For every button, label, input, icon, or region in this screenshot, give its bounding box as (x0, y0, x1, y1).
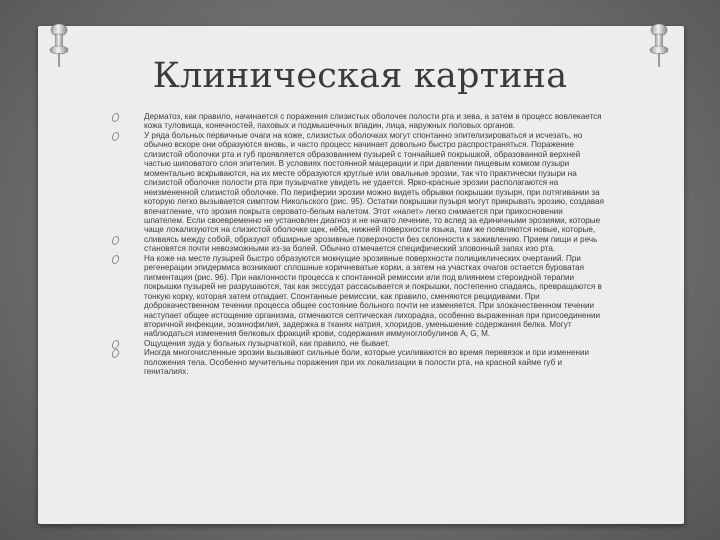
list-item (112, 131, 604, 235)
pushpin-left-icon (48, 22, 70, 72)
list-item (112, 235, 604, 254)
list-item-text: На коже на месте пузырей быстро образуются мокнущие эрозивные поверхности полициклических очертаний. При регенерации эпидермиса возникают сплошные коричневатые корки, а затем на участках очагов остается буроватая пигментация (рис. 96). При наклонности процесса к спонтанной ремиссии или под влиянием стероидной терапии покрышки пузырей не разрушаются, так как экссудат рассасывается и покрышки, постепенно спадаясь, превращаются в тонкую корку, которая затем отпадает. Спонтанные ремиссии, как правило, сменяются рецидивами. При доброкачественном течении процесса общее состояние больного почти не изменяется. При злокачественном течении наступает общее истощение организма, отмечаются септическая лихорадка, особенно выраженная при присоединении вторичной инфекции, эозинофилия, задержка в тканях натрия, хлоридов, уменьшение содержания белка. Могут наблюдаться изменения белковых фракций крови, содержания иммуноглобулинов A, G, M. (144, 253, 602, 339)
list-item (112, 339, 604, 348)
bullet-icon (111, 349, 120, 358)
bullet-icon (111, 132, 120, 141)
content-bullet-list (112, 112, 604, 377)
list-item-text: Ощущения зуда у больных пузырчаткой, как правило, не бывает. (144, 338, 390, 348)
list-item-text: Иногда многочисленные эрозии вызывают сильные боли, которые усиливаются во время перевязок и при изменении положения тела. Особенно мучительны поражения при их локализации в полости рта, на красной кайме губ и гениталиях. (144, 348, 590, 377)
bullet-icon (111, 236, 120, 245)
bullet-icon (111, 255, 120, 264)
slide-title: Клиническая картина (152, 56, 568, 96)
list-item (112, 112, 604, 131)
list-item-text: Дерматоз, как правило, начинается с поражения слизистых оболочек полости рта и зева, а затем в процесс вовлекается кожа туловища, конечностей, паховых и подмышечных впадин, лица, наружных половых органов. (144, 112, 602, 131)
list-item (112, 254, 604, 339)
list-item (112, 348, 604, 376)
list-item-text: сливаясь между собой, образуют обширные эрозивные поверхности без склонности к заживлению. Прием пищи и речь становятся почти невозможными из-за болей. Обычно отмечается специфический зловонный запах изо рта. (144, 234, 598, 254)
list-item-text: У ряда больных первичные очаги на коже, слизистых оболочках могут спонтанно эпителизироваться и исчезать, но обычно вскоре они образуются вновь, и часто процесс начинает довольно быстро распространяться. Поражение слизистой оболочки рта и губ проявляется образованием пузырей с тончайшей покрышкой, образованной верхней частью шиповатого слоя эпителия. В условиях постоянной мацерации и при давлении пищевым комком пузыри моментально вскрываются, на их месте образуются круглые или овальные эрозии, так что практически пузыри на слизистой оболочке полости рта при пузырчатке увидеть не удается. Ярко-красные эрозии располагаются на неизмененной слизистой оболочке. По периферии эрозии можно видеть обрывки покрышки пузыря, при потягивании за которую легко вызывается симптом Никольского (рис. 95). Остатки покрышки пузыря могут прикрывать эрозию, создавая впечатление, что эрозия покрыта серовато-белым налетом. Этот «налет» легко снимается при прикосновении шпателем. Если своевременно не установлен диагноз и не начато лечение, то вслед за единичными эрозиями, которые чаще локализуются на слизистой оболочке щек, нёба, нижней поверхности языка, там же появляются новые, которые, (144, 130, 605, 235)
bullet-icon (111, 113, 120, 122)
pushpin-right-icon (648, 22, 670, 72)
